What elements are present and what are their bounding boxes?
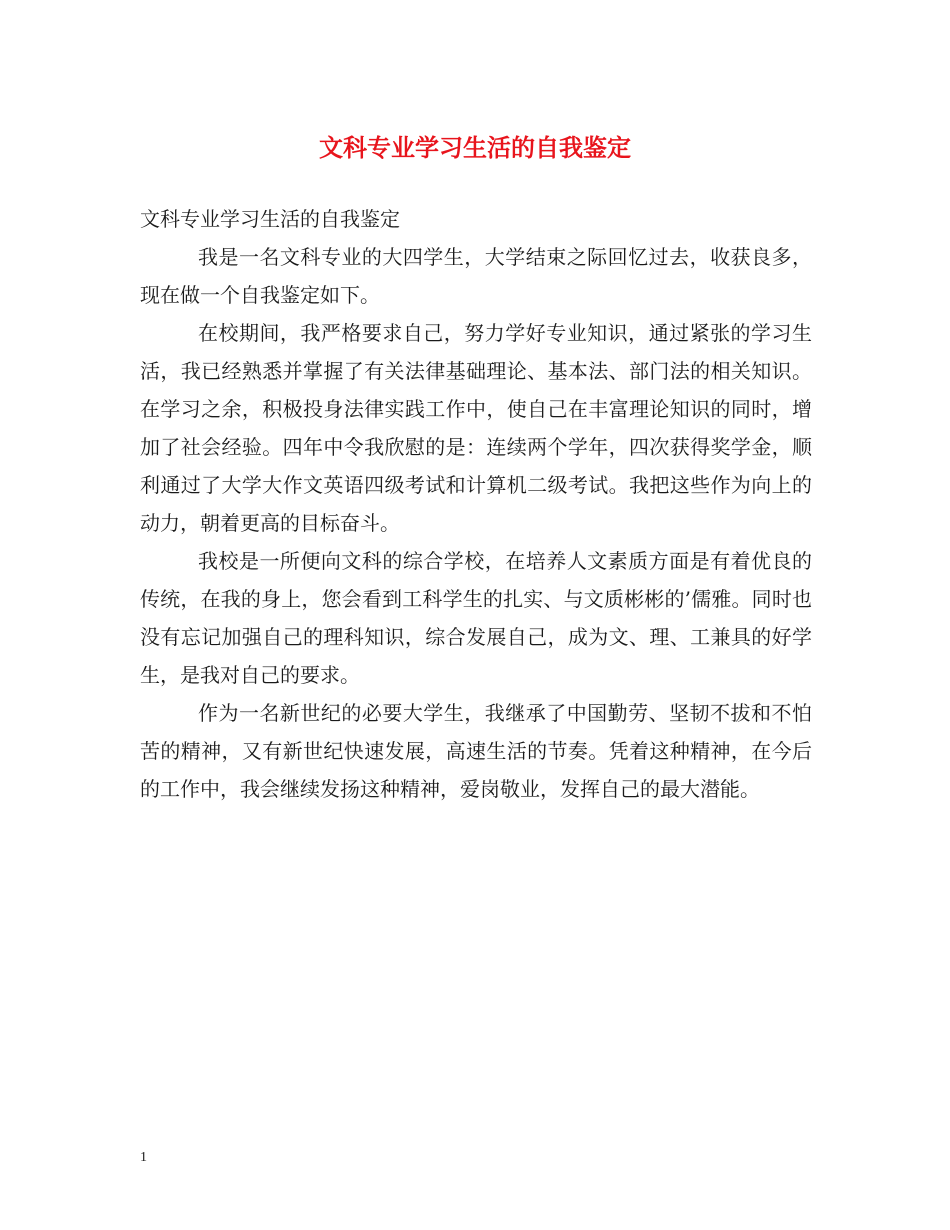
paragraph-school: 我校是一所便向文科的综合学校，在培养人文素质方面是有着优良的传统，在我的身上，您会看到工科学生的扎实、与文质彬彬的’儒雅。同时也没有忘记加强自己的理科知识，综合发展自己，成为文、理、工兼具的好学生，是我对自己的要求。 <box>140 549 812 687</box>
document-body <box>140 200 812 808</box>
page-number: 1 <box>140 1150 147 1165</box>
paragraph-intro: 我是一名文科专业的大四学生，大学结束之际回忆过去，收获良多，现在做一个自我鉴定如下。 <box>140 245 812 307</box>
paragraph-conclusion: 作为一名新世纪的必要大学生，我继承了中国勤劳、坚韧不拔和不怕苦的精神，又有新世纪快速发展，高速生活的节奏。凭着这种精神，在今后的工作中，我会继续发扬这种精神，爱岗敬业，发挥自己的最大潜能。 <box>140 701 812 801</box>
document-subtitle: 文科专业学习生活的自我鉴定 <box>140 207 400 231</box>
paragraph-study: 在校期间，我严格要求自己，努力学好专业知识，通过紧张的学习生活，我已经熟悉并掌握了有关法律基础理论、基本法、部门法的相关知识。在学习之余，积极投身法律实践工作中，使自己在丰富理论知识的同时，增加了社会经验。四年中令我欣慰的是：连续两个学年，四次获得奖学金，顺利通过了大学大作文英语四级考试和计算机二级考试。我把这些作为向上的动力，朝着更高的目标奋斗。 <box>140 321 812 535</box>
document-title: 文科专业学习生活的自我鉴定 <box>319 133 631 162</box>
